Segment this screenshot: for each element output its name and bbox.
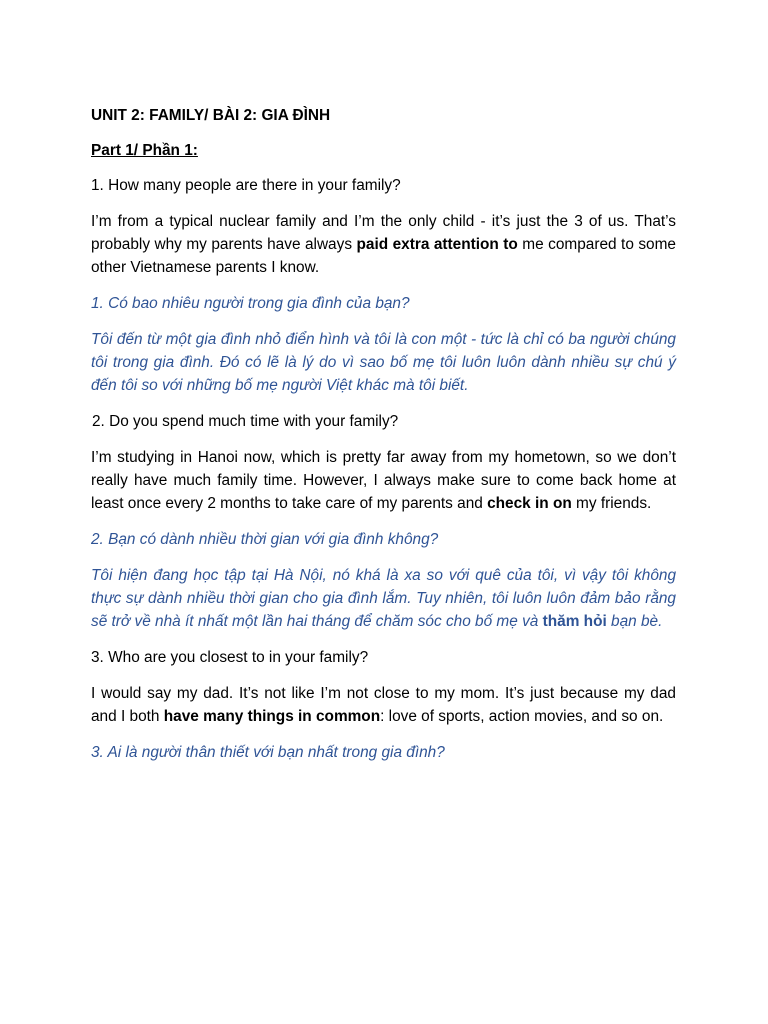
question-2-en: 2. Do you spend much time with your family? xyxy=(92,413,399,430)
question-3-vi: 3. Ai là người thân thiết với bạn nhất trong gia đình? xyxy=(91,744,445,761)
answer-2-en-highlight: check in on xyxy=(487,495,572,512)
answer-2-en xyxy=(91,446,676,515)
answer-1-en-highlight: paid extra attention to xyxy=(356,236,518,253)
question-2-vi: 2. Bạn có dành nhiều thời gian với gia đình không? xyxy=(91,531,439,548)
answer-1-en xyxy=(91,210,676,279)
answer-3-en-text-a: I would say my dad. It’s not like I’m not close to my mom. It’s just because my dad and I both xyxy=(91,685,676,725)
answer-1-vi: Tôi đến từ một gia đình nhỏ điển hình và tôi là con một - tức là chỉ có ba người chúng tôi trong gia đình. Đó có lẽ là lý do vì sao bố mẹ tôi luôn luôn dành nhiều sự chú ý đến tôi so với những bố mẹ người Việt khác mà tôi biết. xyxy=(91,331,676,394)
answer-1-en-text-a: I’m from a typical nuclear family and I’m the only child - it’s just the 3 of us. That’s probably why my parents have always xyxy=(91,213,676,253)
answer-2-vi-highlight: thăm hỏi xyxy=(542,613,607,630)
answer-1-en-text-b: me compared to some other Vietnamese parents I know. xyxy=(91,236,676,276)
answer-3-en-highlight: have many things in common xyxy=(163,708,381,725)
answer-2-en-text-b: my friends. xyxy=(571,495,652,512)
answer-3-en-text-b: : love of sports, action movies, and so on. xyxy=(380,708,664,725)
answer-2-vi xyxy=(91,564,676,633)
answer-2-vi-text-a: Tôi hiện đang học tập tại Hà Nội, nó khá là xa so với quê của tôi, vì vậy tôi không thực sự dành nhiều thời gian cho gia đình lắm. Tuy nhiên, tôi luôn luôn đảm bảo rằng sẽ trở về nhà ít nhất một lần hai tháng để chăm sóc cho bố mẹ và xyxy=(91,567,676,630)
question-3-en: 3. Who are you closest to in your family? xyxy=(91,649,369,666)
document-page xyxy=(91,104,676,777)
question-1-vi: 1. Có bao nhiêu người trong gia đình của bạn? xyxy=(91,295,410,312)
answer-2-vi-text-b: bạn bè. xyxy=(606,613,663,630)
question-1-en: 1. How many people are there in your family? xyxy=(91,177,401,194)
answer-3-en xyxy=(91,682,676,728)
part-heading: Part 1/ Phần 1: xyxy=(91,142,198,159)
answer-2-en-text-a: I’m studying in Hanoi now, which is pretty far away from my hometown, so we don’t really have much family time. However, I always make sure to come back home at least once every 2 months to take care of my parents and xyxy=(91,449,676,512)
unit-title: UNIT 2: FAMILY/ BÀI 2: GIA ĐÌNH xyxy=(91,107,331,124)
